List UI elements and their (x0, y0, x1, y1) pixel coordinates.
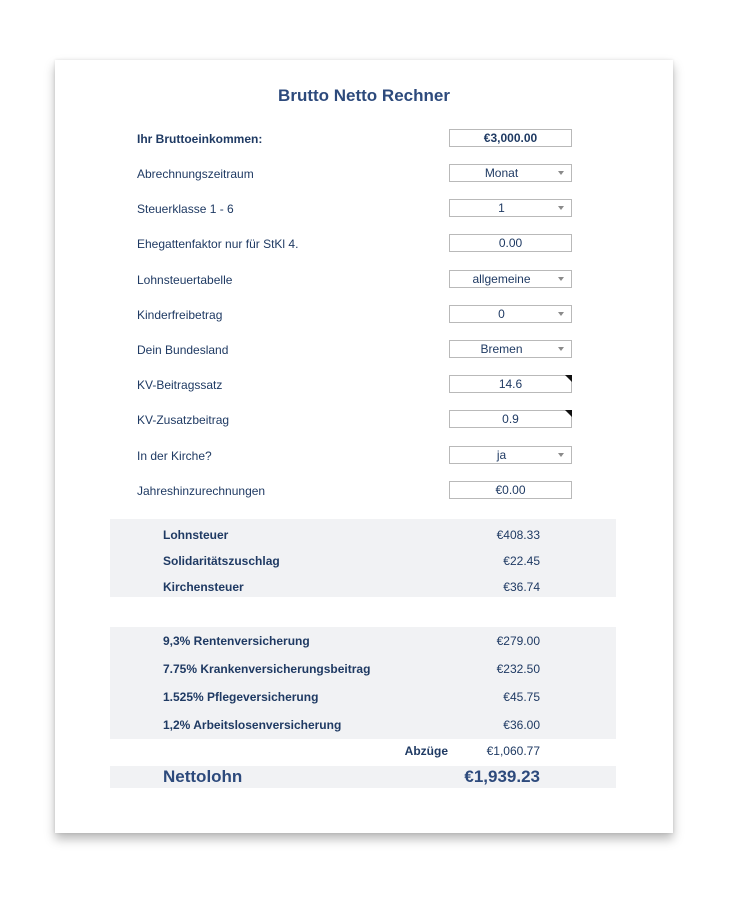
gross-income-value: €3,000.00 (483, 131, 538, 145)
annual-additions-label: Jahreshinzurechnungen (137, 484, 266, 498)
kv-rate-label: KV-Beitragssatz (137, 378, 223, 392)
spouse-factor-label: Ehegattenfaktor nur für StKl 4. (137, 237, 299, 251)
kv-additional-value: 0.9 (502, 412, 519, 426)
chevron-down-icon (558, 206, 564, 210)
health-label: 7.75% Krankenversicherungsbeitrag (163, 662, 371, 676)
chevron-down-icon (558, 171, 564, 175)
state-value: Bremen (480, 342, 523, 356)
tax-class-value: 1 (498, 201, 505, 215)
calculator-sheet (55, 60, 673, 833)
child-allowance-label: Kinderfreibetrag (137, 308, 223, 322)
unemployment-label: 1,2% Arbeitslosenversicherung (163, 718, 342, 732)
church-tax-value: €36.74 (503, 580, 540, 594)
state-select[interactable] (449, 340, 572, 358)
care-label: 1.525% Pflegeversicherung (163, 690, 319, 704)
church-select[interactable] (449, 446, 572, 464)
kv-rate-value: 14.6 (498, 377, 523, 391)
annual-additions-value: €0.00 (495, 483, 526, 497)
page-title: Brutto Netto Rechner (278, 86, 450, 105)
kv-additional-input[interactable] (449, 410, 572, 428)
net-pay-label: Nettolohn (163, 767, 243, 786)
period-value: Monat (484, 166, 519, 180)
tax-table-select[interactable] (449, 270, 572, 288)
tax-table-value: allgemeine (472, 272, 531, 286)
pension-value: €279.00 (496, 634, 540, 648)
chevron-down-icon (558, 347, 564, 351)
tax-table-label: Lohnsteuertabelle (137, 273, 233, 287)
comment-marker-icon (565, 375, 572, 382)
child-allowance-select[interactable] (449, 305, 572, 323)
chevron-down-icon (558, 312, 564, 316)
spouse-factor-input[interactable] (449, 234, 572, 252)
child-allowance-value: 0 (498, 307, 505, 321)
unemployment-value: €36.00 (503, 718, 540, 732)
deductions-value: €1,060.77 (486, 744, 540, 758)
pension-label: 9,3% Rentenversicherung (163, 634, 310, 648)
tax-class-select[interactable] (449, 199, 572, 217)
kv-rate-input[interactable] (449, 375, 572, 393)
gross-income-label: Ihr Bruttoeinkommen: (137, 132, 263, 146)
annual-additions-input[interactable] (449, 481, 572, 499)
income-tax-value: €408.33 (496, 528, 540, 542)
gross-income-input[interactable] (449, 129, 572, 147)
care-value: €45.75 (503, 690, 540, 704)
chevron-down-icon (558, 277, 564, 281)
church-label: In der Kirche? (137, 449, 212, 463)
church-tax-label: Kirchensteuer (163, 580, 244, 594)
kv-additional-label: KV-Zusatzbeitrag (137, 413, 230, 427)
solidarity-value: €22.45 (503, 554, 540, 568)
tax-class-label: Steuerklasse 1 - 6 (137, 202, 234, 216)
chevron-down-icon (558, 453, 564, 457)
period-label: Abrechnungszeitraum (137, 167, 254, 181)
income-tax-label: Lohnsteuer (163, 528, 229, 542)
church-value: ja (496, 448, 507, 462)
state-label: Dein Bundesland (137, 343, 229, 357)
solidarity-label: Solidaritätszuschlag (163, 554, 280, 568)
period-select[interactable] (449, 164, 572, 182)
deductions-label: Abzüge (404, 744, 448, 758)
comment-marker-icon (565, 410, 572, 417)
health-value: €232.50 (496, 662, 540, 676)
net-pay-value: €1,939.23 (464, 767, 540, 786)
spouse-factor-value: 0.00 (498, 236, 523, 250)
